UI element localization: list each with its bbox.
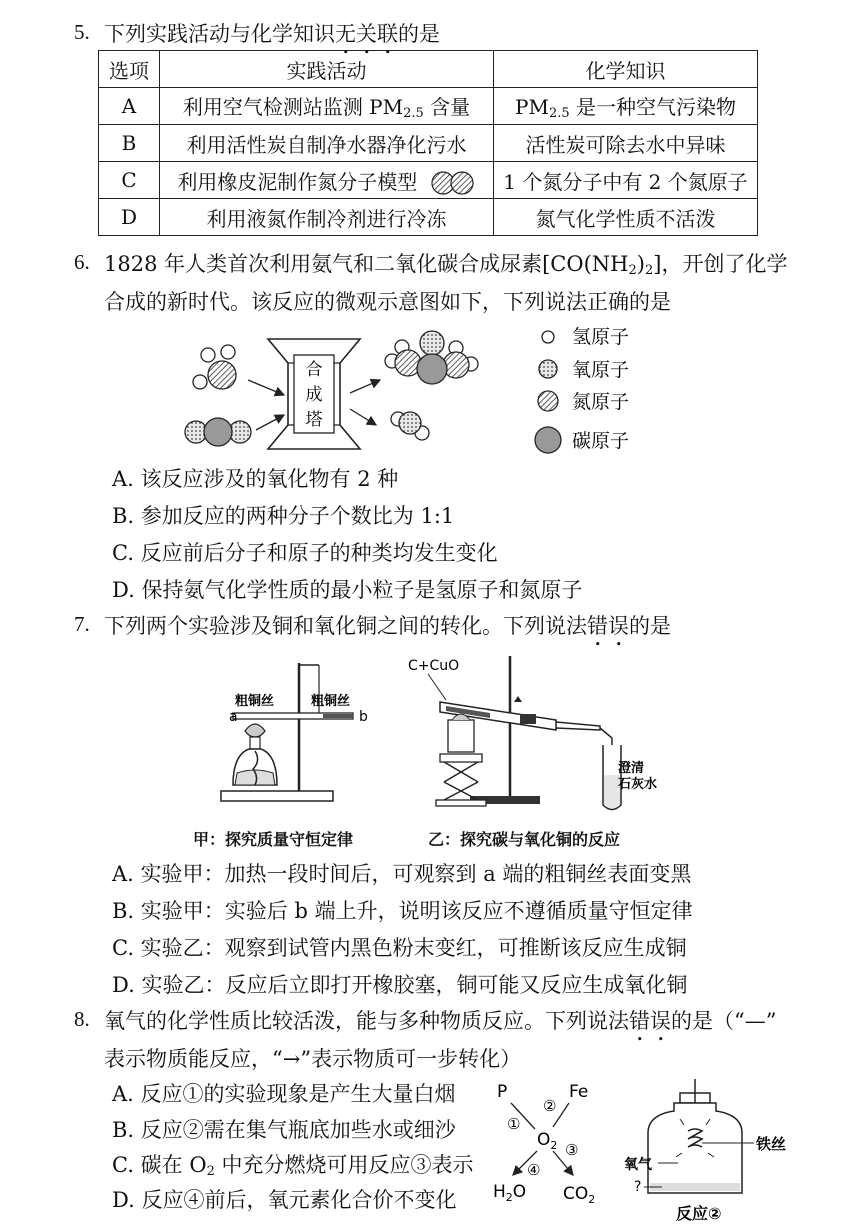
label-question: ?: [634, 1179, 642, 1195]
legend-nitrogen: 氮原子: [572, 391, 630, 413]
legend-carbon: 碳原子: [572, 430, 630, 452]
table-header-row: [99, 51, 758, 88]
row-activity: 利用空气检测站监测 $PM_{2.5}$ 含量: [160, 88, 494, 125]
experiment-yi-diagram: [400, 650, 670, 815]
row-option: D: [99, 199, 160, 236]
label-r4: ④: [527, 1161, 541, 1179]
ammonia-molecule: [193, 345, 236, 389]
label-limewater-1: 澄清: [618, 761, 645, 776]
row-activity: 利用液氮作制冷剂进行冷冻: [160, 199, 494, 236]
tower-char-2: 成: [305, 385, 323, 405]
oxygen-reaction-diagram: [485, 1075, 615, 1205]
q6-number: 6.: [74, 250, 90, 274]
row-knowledge: $PM_{2.5}$ 是一种空气污染物: [494, 88, 758, 125]
q8-option-b[interactable]: B. 反应②需在集气瓶底加些水或细沙: [112, 1118, 456, 1142]
row-option: B: [99, 125, 160, 162]
synthesis-tower-diagram: [170, 325, 850, 460]
q5-stem-pre: 下列实践活动与化学知识: [104, 22, 335, 46]
q5-number: 5.: [74, 20, 90, 44]
label-reagent: C+CuO: [408, 658, 460, 674]
table-row: [99, 162, 758, 199]
atom-legend: [535, 326, 629, 453]
table-row: [99, 199, 758, 236]
label-H2O: $H_2O$: [493, 1182, 527, 1204]
q6-stem-line1: 1828 年人类首次利用氨气和二氧化碳合成尿素$[CO(NH_2)_2]$，开创了化学: [104, 252, 788, 278]
q7-stem: 下列两个实验涉及铜和氧化铜之间的转化。下列说法错误的是: [104, 614, 671, 638]
legend-oxygen: 氧原子: [572, 359, 630, 381]
label-limewater-2: 石灰水: [618, 777, 658, 792]
row-knowledge: 氮气化学性质不活泼: [494, 199, 758, 236]
q6-stem-line2: 合成的新时代。该反应的微观示意图如下，下列说法正确的是: [104, 290, 671, 314]
label-wire-left: 粗铜丝: [235, 694, 275, 709]
urea-molecule: [385, 331, 478, 384]
q6-option-b[interactable]: B. 参加反应的两种分子个数比为 1:1: [112, 504, 455, 528]
label-r1: ①: [507, 1115, 521, 1133]
row-option: C: [99, 162, 160, 199]
label-Fe: Fe: [569, 1082, 589, 1102]
table-row: [99, 88, 758, 125]
q7-option-b[interactable]: B. 实验甲：实验后 b 端上升，说明该反应不遵循质量守恒定律: [112, 899, 693, 923]
row-option: A: [99, 88, 160, 125]
label-CO2: $CO_2$: [563, 1184, 596, 1205]
carbon-legend-icon: [535, 427, 561, 453]
label-wire-right: 粗铜丝: [311, 694, 351, 709]
label-r3: ③: [565, 1141, 579, 1159]
row-activity: 利用橡皮泥制作氮分子模型: [160, 162, 494, 199]
iron-wire-bottle-diagram: [622, 1075, 822, 1225]
water-molecule: [391, 412, 429, 440]
q8-option-c[interactable]: C. 碳在 $O_2$ 中充分燃烧可用反应③表示: [112, 1153, 474, 1179]
q8-stem-line1: 氧气的化学性质比较活泼，能与多种物质反应。下列说法错误的是（“—”: [104, 1009, 777, 1033]
experiment-jia-diagram: [215, 655, 390, 810]
header-knowledge: 化学知识: [494, 51, 758, 88]
oxygen-legend-icon: [539, 360, 557, 378]
caption-jia: 甲：探究质量守恒定律: [193, 830, 354, 849]
label-r2: ②: [543, 1097, 557, 1115]
table-row: [99, 125, 758, 162]
q8-stem-line2: 表示物质能反应，“→”表示物质可一步转化）: [104, 1047, 522, 1071]
row-activity: 利用活性炭自制净水器净化污水: [160, 125, 494, 162]
legend-hydrogen: 氢原子: [572, 326, 630, 348]
label-a: a: [229, 709, 238, 725]
caption-reaction-2: 反应②: [676, 1204, 722, 1223]
header-option: 选项: [99, 51, 160, 88]
q6-option-d[interactable]: D. 保持氨气化学性质的最小粒子是氢原子和氮原子: [112, 578, 583, 602]
label-oxygen: 氧气: [624, 1157, 652, 1173]
row-knowledge: 活性炭可除去水中异味: [494, 125, 758, 162]
q8-option-d[interactable]: D. 反应④前后，氧元素化合价不变化: [112, 1188, 457, 1212]
q5-stem-emphasis: 无关联: [335, 22, 398, 46]
label-O2: $O_2$: [537, 1130, 558, 1152]
label-b: b: [359, 709, 368, 725]
tower-char-3: 塔: [305, 410, 323, 430]
q8-number: 8.: [74, 1007, 90, 1031]
header-activity: 实践活动: [160, 51, 494, 88]
q7-option-c[interactable]: C. 实验乙：观察到试管内黑色粉末变红，可推断该反应生成铜: [112, 936, 687, 960]
q6-option-a[interactable]: A. 该反应涉及的氧化物有 2 种: [112, 467, 399, 491]
q5-table: [98, 50, 758, 236]
q7-option-a[interactable]: A. 实验甲：加热一段时间后，可观察到 a 端的粗铜丝表面变黑: [112, 862, 692, 886]
q6-option-c[interactable]: C. 反应前后分子和原子的种类均发生变化: [112, 541, 498, 565]
q7-option-d[interactable]: D. 实验乙：反应后立即打开橡胶塞，铜可能又反应生成氧化铜: [112, 973, 688, 997]
q7-number: 7.: [74, 612, 90, 636]
tower-char-1: 合: [305, 360, 323, 380]
row-knowledge: 1 个氮分子中有 2 个氮原子: [494, 162, 758, 199]
q5-stem-post: 的是: [398, 22, 440, 46]
caption-yi: 乙：探究碳与氧化铜的反应: [428, 830, 621, 849]
hydrogen-legend-icon: [542, 331, 554, 343]
q8-option-a[interactable]: A. 反应①的实验现象是产生大量白烟: [112, 1082, 456, 1106]
label-P: P: [497, 1082, 508, 1102]
label-iron-wire: 铁丝: [756, 1135, 787, 1153]
q8-stem-emphasis: 错误: [629, 1009, 671, 1033]
carbon-dioxide-molecule: [185, 418, 251, 446]
nitrogen-molecule-model-icon: [430, 171, 476, 195]
nitrogen-legend-icon: [538, 391, 558, 411]
q7-stem-emphasis: 错误: [587, 614, 629, 638]
